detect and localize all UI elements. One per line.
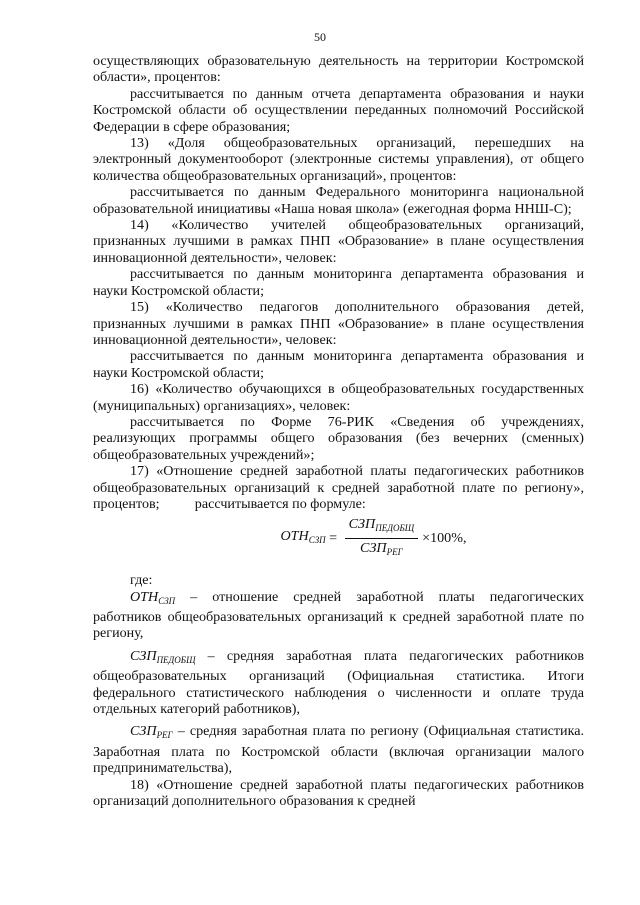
formula-multiplier: ×100%, [422, 530, 467, 547]
paragraph: 15) «Количество педагогов дополнительного образования детей, признанных лучшими в рамках ПНП «Образование» в плане осуществления инновационной деятельности», человек: [93, 299, 584, 348]
where-label: где: [130, 572, 153, 589]
formula-numerator: $СЗП_{ПЕДОБЩ}$ [345, 516, 418, 538]
paragraph: рассчитывается по данным мониторинга департамента образования и науки Костромской области; [93, 348, 584, 381]
formula-denominator: $СЗП_{РЕГ}$ [360, 539, 403, 557]
paragraph: 16) «Количество обучающихся в общеобразовательных государственных (муниципальных) организациях», человек: [93, 381, 584, 414]
definition-1: $ОТН_{СЗП}$ – отношение средней заработной платы педагогических работников общеобразовательных организаций к средней заработной плате по региону, [93, 588, 584, 642]
paragraph: рассчитывается по данным Федерального мониторинга национальной образовательной инициативы «Наша новая школа» (ежегодная форма ННШ-С); [93, 184, 584, 217]
document-body [93, 53, 588, 810]
paragraph: 17) «Отношение средней заработной платы педагогических работников общеобразовательных организаций к средней заработной плате по региону», процентов; рассчитывается по формуле: [93, 463, 588, 512]
definition-2: $СЗП_{ПЕДОБЩ}$ – средняя заработная плата педагогических работников общеобразовательных организаций (Официальная статистика. Итоги федерального статистического наблюдения о численности и оплате труда отдельных категорий работников), [93, 647, 584, 718]
paragraph: 18) «Отношение средней заработной платы педагогических работников организаций дополнительного образования к средней [93, 776, 584, 810]
formula-fraction [345, 516, 418, 560]
paragraph: осуществляющих образовательную деятельность на территории Костромской области», процентов: [93, 53, 584, 86]
page-number: 50 [314, 30, 326, 44]
paragraph: рассчитывается по данным мониторинга департамента образования и науки Костромской области; [93, 266, 584, 299]
formula-lhs: $ОТН_{СЗП}$ [280, 528, 326, 546]
definition-3: $СЗП_{РЕГ}$ – средняя заработная плата по региону (Официальная статистика. Заработная плата по Костромской области (включая организации малого предпринимательства), [93, 723, 584, 777]
formula-equals: = [325, 530, 341, 547]
paragraph: 13) «Доля общеобразовательных организаций, перешедших на электронный документооборот (электронные системы управления), от общего количества общеобразовательных организаций», процентов: [93, 135, 584, 184]
formula [163, 516, 584, 560]
paragraph: 14) «Количество учителей общеобразовательных организаций, признанных лучшими в рамках ПНП «Образование» в плане осуществления инновационной деятельности», человек: [93, 217, 584, 266]
paragraph: рассчитывается по Форме 76-РИК «Сведения об учреждениях, реализующих программы общего образования (без вечерних (сменных) общеобразовательных учреждений»; [93, 413, 584, 463]
paragraph: рассчитывается по данным отчета департамента образования и науки Костромской области об осуществлении переданных полномочий Российской Федерации в сфере образования; [93, 85, 584, 135]
